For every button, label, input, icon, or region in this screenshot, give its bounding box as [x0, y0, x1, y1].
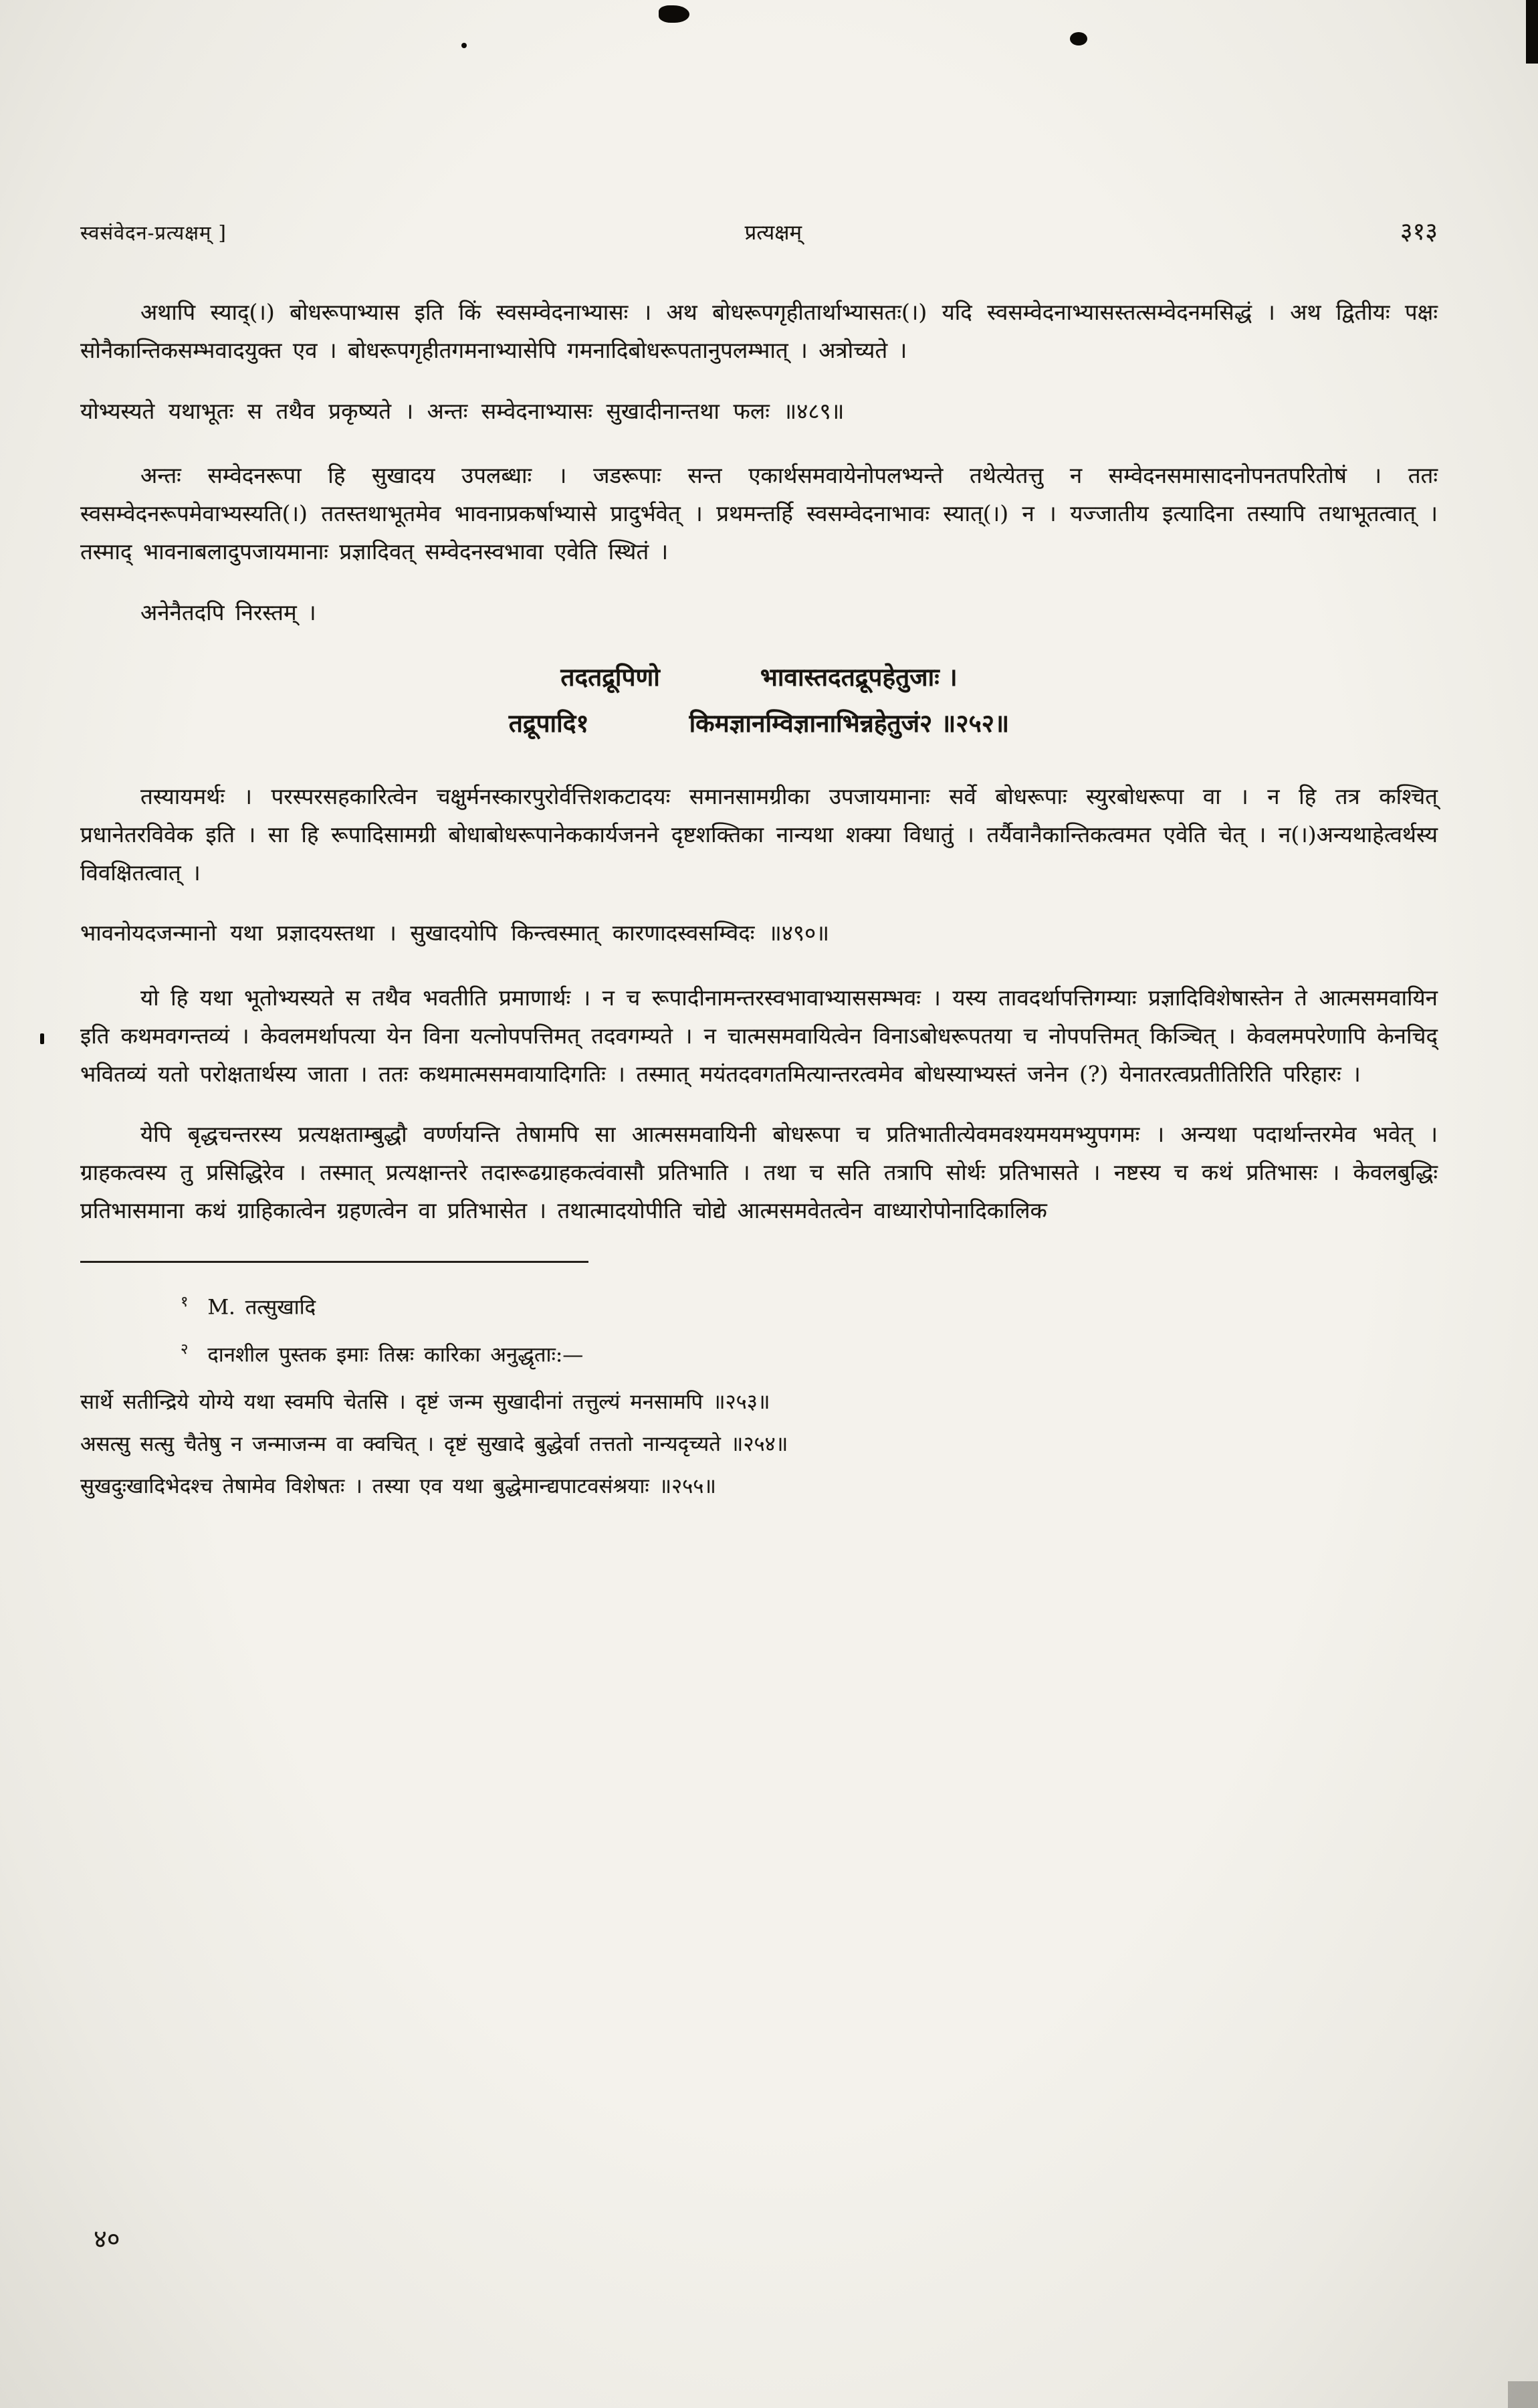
verse-490: भावनोयदजन्मानो यथा प्रज्ञादयस्तथा । सुखादयोपि किन्त्वस्मात् कारणादस्वसम्विदः ॥४९०॥: [80, 920, 829, 946]
scan-artifact: [1070, 32, 1087, 45]
scan-artifact: [659, 5, 689, 23]
verse-pada: तदतद्रूपिणो: [560, 662, 660, 692]
paragraph: अन्तः सम्वेदनरूपा हि सुखादय उपलब्धाः । जडरूपाः सन्त एकार्थसमवायेनोपलभ्यन्ते तथेत्येतत्तु न सम्वेदनसमासादनोपनतपरितोषं । ततः स्वसम्वेदनरूपमेवाभ्यस्यति(।) ततस्तथाभूतमेव भावनाप्रकर्षाभ्यासे प्रादुर्भवेत् । प्रथमन्तर्हि स्वसम्वेदनाभावः स्यात्(।) न । यज्जातीय इत्यादिना तस्यापि तथाभूतत्वात् । तस्माद् भावनाबलादुपजायमानाः प्रज्ञादिवत् सम्वेदनस्वभावा एवेति स्थितं ।: [80, 462, 1438, 565]
footnote-verse-254: असत्सु सत्सु चैतेषु न जन्माजन्म वा क्वचित् । दृष्टं सुखादे बुद्धेर्वा तत्ततो नान्यदृच्यते ॥२५४॥: [80, 1431, 788, 1456]
page-number: ३१३: [1400, 218, 1438, 245]
verse-pada: भावास्तदतद्रूपहेतुजाः ।: [760, 662, 958, 692]
scan-artifact: [1508, 2381, 1538, 2408]
footnote-1: [80, 1290, 1438, 1325]
verse-line: [80, 700, 1438, 746]
verse-489: योभ्यस्यते यथाभूतः स तथैव प्रकृष्यते । अन्तः सम्वेदनाभ्यासः सुखादीनान्तथा फलः ॥४८९॥: [80, 397, 845, 424]
footnote-marker: १: [181, 1293, 189, 1310]
signature-number: ४०: [94, 2224, 120, 2253]
paragraph: अनेनैतदपि निरस्तम् ।: [140, 599, 316, 625]
footnote-marker: २: [181, 1340, 189, 1358]
scan-artifact: [461, 43, 467, 48]
paragraph: तस्यायमर्थः । परस्परसहकारित्वेन चक्षुर्मनस्कारपुरोर्वत्तिशकटादयः समानसामग्रीका उपजायमानाः सर्वे बोधरूपाः स्युरबोधरूपा वा । न हि तत्र कश्चित् प्रधानेतरविवेक इति । सा हि रूपादिसामग्री बोधाबोधरूपानेककार्यजनने दृष्टशक्तिका नान्यथा शक्या विधातुं । तर्यैवानैकान्तिकत्वमत एवेति चेत् । न(।)अन्यथाहेत्वर्थस्य विवक्षितत्वात् ।: [80, 783, 1438, 886]
scan-artifact: [40, 1033, 44, 1044]
verse-pada: तद्रूपादि१: [508, 708, 589, 738]
footnote-2: [80, 1337, 1438, 1373]
footnote-verse-255: सुखदुःखादिभेदश्च तेषामेव विशेषतः । तस्या एव यथा बुद्धेमान्द्यपाटवसंश्रयाः ॥२५५॥: [80, 1474, 716, 1499]
footnote-text: दानशील पुस्तक इमाः तिस्रः कारिका अनुद्धृताः:—: [207, 1342, 584, 1367]
footnote-separator: [80, 1261, 588, 1263]
paragraph: यो हि यथा भूतोभ्यस्यते स तथैव भवतीति प्रमाणार्थः । न च रूपादीनामन्तरस्वभावाभ्याससम्भवः । यस्य तावदर्थापत्तिगम्याः प्रज्ञादिविशेषास्तेन ते आत्मसमवायिन इति कथमवगन्तव्यं । केवलमर्थापत्या येन विना यत्नोपपत्तिमत् तदवगम्यते । न चात्मसमवायित्वेन विनाऽबोधरूपतया च नोपपत्तिमत् किञ्चित् । केवलमपरेणापि केनचिद् भवितव्यं यतो परोक्षतार्थस्य जाता । ततः कथमात्मसमवायादिगतिः । तस्मात् मयंतदवगतमित्यान्तरत्वमेव बोधस्याभ्यस्तं जनेन (?) येनातरत्वप्रतीतिरिति परिहारः ।: [80, 985, 1438, 1087]
running-header: [80, 214, 1438, 247]
paragraph: अथापि स्याद्(।) बोधरूपाभ्यास इति किं स्वसम्वेदनाभ्यासः । अथ बोधरूपगृहीतार्थाभ्यासतः(।) यदि स्वसम्वेदनाभ्यासस्तत्सम्वेदनमसिद्धं । अथ द्वितीयः पक्षः सोनैकान्तिकसम्भवादयुक्त एव । बोधरूपगृहीतगमनाभ्यासेपि गमनादिबोधरूपतानुपलम्भात् । अत्रोच्यते ।: [80, 299, 1438, 363]
verse-252: [80, 654, 1438, 746]
footnote-text: M. तत्सुखादि: [207, 1294, 316, 1319]
scan-artifact: [1526, 0, 1538, 64]
text-block: [80, 214, 1438, 1512]
running-title-left: स्वसंवेदन-प्रत्यक्षम् ]: [80, 221, 227, 244]
paragraph: येपि बृद्धचन्तरस्य प्रत्यक्षताम्बुद्धौ वर्ण्णयन्ति तेषामपि सा आत्मसमवायिनी बोधरूपा च प्रतिभातीत्येवमवश्यमयमभ्युपगमः । अन्यथा पदार्थान्तरमेव भवेत् । ग्राहकत्वस्य तु प्रसिद्धिरेव । तस्मात् प्रत्यक्षान्तरे तदारूढग्राहकत्वंवासौ प्रतिभाति । तथा च सति तत्रापि सोर्थः प्रतिभासते । नष्टस्य च कथं प्रतिभासः । केवलबुद्धिः प्रतिभासमाना कथं ग्राहिकात्वेन ग्रहणत्वेन वा प्रतिभासेत । तथात्मादयोपीति चोद्ये आत्मसमवेतत्वेन वाध्यारोपोनादिकालिक: [80, 1121, 1438, 1223]
footnote-verse-253: सार्थे सतीन्द्रिये योग्ये यथा स्वमपि चेतसि । दृष्टं जन्म सुखादीनां तत्तुल्यं मनसामपि ॥२५३॥: [80, 1389, 770, 1414]
verse-pada: किमज्ञानम्विज्ञानाभिन्नहेतुजं२ ॥२५२॥: [689, 708, 1010, 738]
verse-line: [80, 654, 1438, 700]
running-title-center: प्रत्यक्षम्: [744, 221, 802, 245]
